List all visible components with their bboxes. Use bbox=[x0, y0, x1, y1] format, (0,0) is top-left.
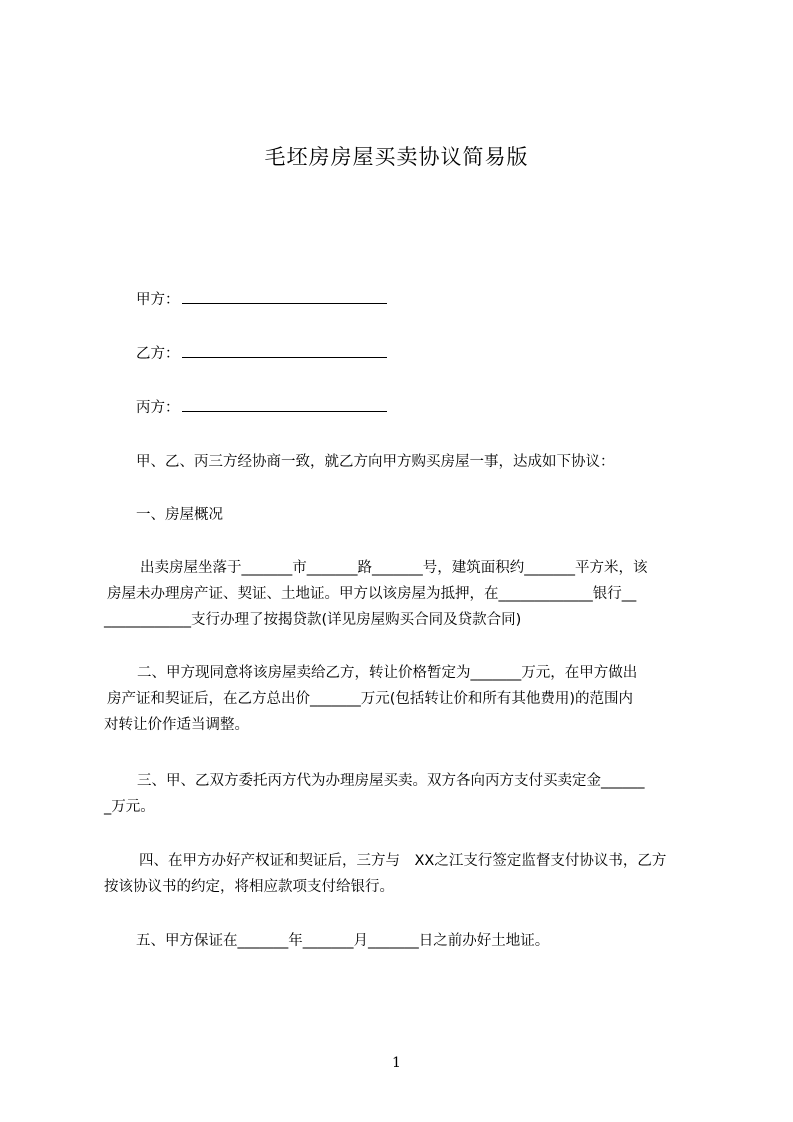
section-1-heading: 一、房屋概况 bbox=[136, 507, 223, 523]
section-5-line: 五、甲方保证在_______年_______月_______日之前办好土地证。 bbox=[136, 933, 550, 949]
section-2-line: 对转让价作适当调整。 bbox=[104, 717, 249, 733]
intro-paragraph: 甲、乙、丙三方经协商一致，就乙方向甲方购买房屋一事，达成如下协议： bbox=[136, 454, 615, 470]
party-b-field bbox=[136, 343, 387, 365]
party-b-label: 乙方： bbox=[136, 346, 180, 362]
section-2-line: 房产证和契证后，在乙方总出价_______万元(包括转让价和所有其他费用)的范围内 bbox=[107, 691, 634, 707]
party-c-label: 丙方： bbox=[136, 400, 180, 416]
section-1-line: ____________支行办理了按揭贷款(详见房屋购买合同及贷款合同) bbox=[104, 612, 522, 628]
party-a-field bbox=[136, 289, 387, 311]
party-a-blank bbox=[182, 289, 387, 304]
party-c-field bbox=[136, 397, 387, 419]
section-3-line: 三、甲、乙双方委托丙方代为办理房屋买卖。双方各向丙方支付买卖定金______ bbox=[137, 773, 645, 789]
section-3-line: _万元。 bbox=[104, 799, 155, 815]
section-2-line: 二、甲方现同意将该房屋卖给乙方，转让价格暂定为_______万元，在甲方做出 bbox=[137, 665, 638, 681]
document-title: 毛坯房房屋买卖协议简易版 bbox=[264, 145, 529, 169]
section-1-line: 出卖房屋坐落于_______市_______路_______号，建筑面积约_______平方米，该 bbox=[140, 560, 648, 576]
section-1-line: 房屋未办理房产证、契证、土地证。甲方以该房屋为抵押，在_____________银行__ bbox=[107, 586, 637, 602]
page-number: 1 bbox=[392, 1055, 401, 1071]
party-b-blank bbox=[182, 343, 387, 358]
party-a-label: 甲方： bbox=[136, 292, 180, 308]
party-c-blank bbox=[182, 397, 387, 412]
section-4-line: 按该协议书的约定，将相应款项支付给银行。 bbox=[104, 879, 394, 895]
section-4-line: 四、在甲方办好产权证和契证后，三方与 XX之江支行签定监督支付协议书，乙方 bbox=[139, 853, 667, 869]
